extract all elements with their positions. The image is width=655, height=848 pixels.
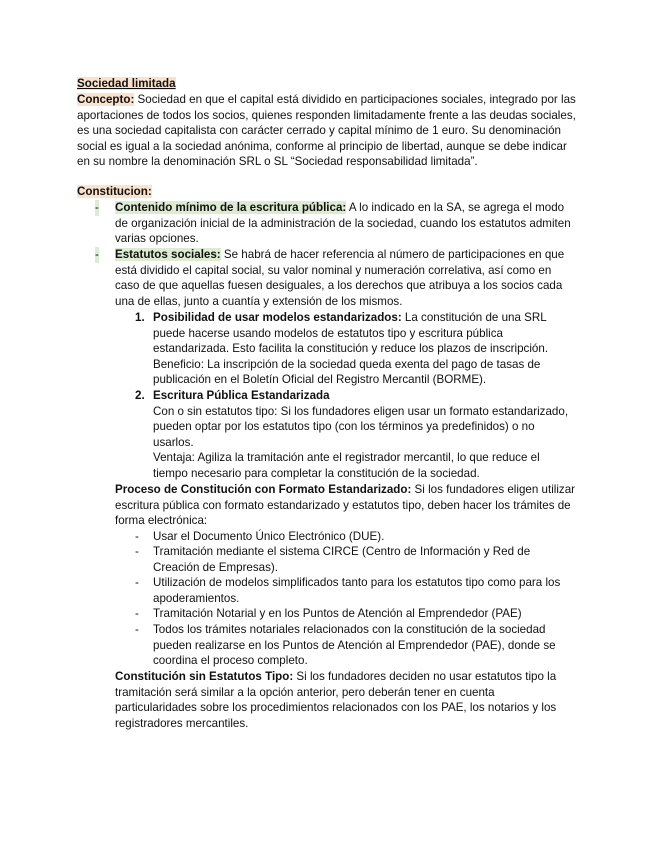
bullet-contenido-minimo [115, 200, 577, 247]
list-marker: - [135, 623, 139, 636]
list-item: Tramitación mediante el sistema CIRCE (Centro de Información y Red de Creación de Empresas). [153, 545, 531, 574]
bullet-marker: - [95, 201, 99, 214]
proceso-paragraph [115, 482, 577, 529]
concepto-paragraph [77, 92, 577, 170]
bullet-estatutos-sociales [115, 247, 577, 309]
constitucion-heading: Constitucion: [77, 185, 152, 198]
bullet-label: Contenido mínimo de la escritura pública: [115, 201, 347, 214]
numbered-marker: 1. [135, 311, 145, 324]
numbered-label: Escritura Pública Estandarizada [153, 389, 330, 402]
list-marker: - [135, 530, 139, 543]
list-item: Todos los trámites notariales relacionados con la constitución de la sociedad pueden realizarse en los Puntos de Atención al Emprendedor (PAE), donde se coordina el proceso completo. [153, 623, 556, 667]
numbered-text: Con o sin estatutos tipo: Si los fundadores eligen usar un formato estandarizado, pueden optar por los estatutos tipo (con los términos ya predefinidos) o no usarlos. [153, 404, 569, 449]
proceso-text: Si los fundadores eligen utilizar escritura pública con formato estandarizado y estatutos tipo, deben hacer los trámites de forma electrónica: [115, 483, 576, 527]
bullet-text: Se habrá de hacer referencia al número de participaciones en que está dividido el capital social, su valor nominal y numeración correlativa, así como en caso de que aquellas fuesen desiguales, a los derechos que atribuya a los socios cada una de ellas, junto a cuantía y extensión de los mismos. [115, 248, 565, 308]
concepto-text: Sociedad en que el capital está dividido en participaciones sociales, integrado por las aportaciones de todos los socios, quienes responden limitadamente frente a las deudas sociales, es una sociedad capitalista con carácter cerrado y capital mínimo de 1 euro. Su denominación social es igual a la sociedad anónima, conforme al principio de libertad, aunque se debe indicar en su nombre la denominación SRL o SL “Sociedad responsabilidad limitada”. [77, 93, 576, 168]
numbered-label: Posibilidad de usar modelos estandarizados: [153, 311, 402, 324]
concepto-label: Concepto: [77, 93, 135, 106]
bullet-label: Estatutos sociales: [115, 248, 221, 261]
list-item: Utilización de modelos simplificados tanto para los estatutos tipo como para los apoderamientos. [153, 576, 561, 605]
constitucion-heading-block [77, 184, 577, 200]
sin-estatutos-text: Si los fundadores deciden no usar estatutos tipo la tramitación será similar a la opción anterior, pero deberán tener en cuenta particularidades sobre los procedimientos relacionados con los PAE, los notarios y los registradores mercantiles. [115, 670, 557, 730]
list-marker: - [135, 545, 139, 558]
sin-estatutos-paragraph [115, 669, 577, 731]
bullet-marker: - [95, 248, 99, 261]
numbered-extra: Beneficio: La inscripción de la sociedad queda exenta del pago de tasas de publicación en el Boletín Oficial del Registro Mercantil (BORME). [153, 357, 541, 386]
numbered-text: La constitución de una SRL puede hacerse usando modelos de estatutos tipo y escritura pública estandarizada. Esto facilita la constitución y reduce los plazos de inscripción. [153, 311, 549, 355]
numbered-item-escritura [153, 388, 577, 481]
numbered-marker: 2. [135, 389, 145, 402]
proceso-label: Proceso de Constitución con Formato Estandarizado: [115, 483, 412, 496]
numbered-extra: Ventaja: Agiliza la tramitación ante el registrador mercantil, lo que reduce el tiempo necesario para completar la constitución de la sociedad. [153, 451, 540, 480]
bullet-text: A lo indicado en la SA, se agrega el modo de organización inicial de la administración de la sociedad, cuando los estatutos admiten varias opciones. [115, 201, 571, 245]
list-item: Usar el Documento Único Electrónico (DUE). [153, 530, 385, 543]
doc-title: Sociedad limitada [77, 77, 176, 90]
sin-estatutos-label: Constitución sin Estatutos Tipo: [115, 670, 294, 683]
list-item: Tramitación Notarial y en los Puntos de Atención al Emprendedor (PAE) [153, 607, 522, 620]
list-marker: - [135, 576, 139, 589]
numbered-item-modelos [153, 310, 577, 388]
doc-title-block [77, 76, 577, 92]
list-marker: - [135, 607, 139, 620]
